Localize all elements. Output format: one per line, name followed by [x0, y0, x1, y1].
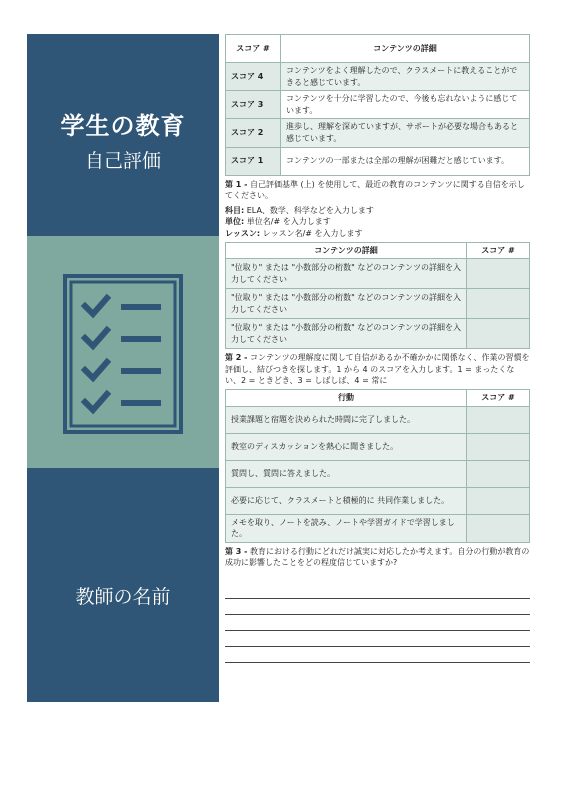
subject-field[interactable]: ELA、数学、科学などを入力します: [246, 205, 374, 215]
step3-label: 第 3 -: [225, 546, 248, 556]
step3-text: 教育における行動にどれだけ誠実に対応したか考えます。自分の行動が教育の成功に影響したことをどの程度信じていますか?: [225, 546, 530, 568]
content-score-field[interactable]: [467, 289, 530, 319]
behavior-score-field[interactable]: [467, 406, 530, 433]
rubric-desc: コンテンツをよく理解したので、クラスメートに教えることができると感じています。: [281, 63, 530, 91]
table-row: [226, 289, 530, 319]
main-content: [225, 34, 530, 663]
behavior-score-field[interactable]: [467, 487, 530, 514]
rubric-score: スコア 4: [226, 63, 281, 91]
table-row: [226, 487, 530, 514]
content-table: [225, 242, 530, 350]
step3-instructions: [225, 546, 530, 569]
answer-line[interactable]: [225, 631, 530, 647]
rubric-score: スコア 3: [226, 91, 281, 119]
answer-line[interactable]: [225, 647, 530, 663]
table-row: [226, 514, 530, 542]
lesson-label: レッスン:: [225, 228, 261, 238]
table-row: [226, 119, 530, 147]
answer-lines[interactable]: [225, 583, 530, 663]
table-row: [226, 259, 530, 289]
behavior-item: 教室のディスカッションを熱心に聞きました。: [226, 433, 467, 460]
content-detail-field[interactable]: "位取り" または "小数部分の桁数" などのコンテンツの詳細を入力してください: [226, 259, 467, 289]
page-subtitle: 自己評価: [84, 150, 161, 172]
content-score-field[interactable]: [467, 259, 530, 289]
content-score-field[interactable]: [467, 319, 530, 349]
behavior-item: 必要に応じて、クラスメートと積極的に 共同作業しました。: [226, 487, 467, 514]
content-header-score: スコア #: [467, 242, 530, 259]
page-title: 学生の教育: [60, 112, 186, 140]
rubric-score: スコア 2: [226, 119, 281, 147]
table-row: [226, 63, 530, 91]
behavior-item: 質問し、質問に答えました。: [226, 460, 467, 487]
answer-line[interactable]: [225, 615, 530, 631]
step1-text: 自己評価基準 (上) を使用して、最近の教育のコンテンツに関する自信を示してください。: [225, 179, 525, 201]
subject-line: [225, 205, 530, 217]
lesson-field[interactable]: レッスン名/# を入力します: [262, 228, 363, 238]
behavior-header-action: 行動: [226, 389, 467, 406]
rubric-header-desc: コンテンツの詳細: [281, 35, 530, 63]
rubric-desc: コンテンツを十分に学習したので、今後も忘れないように感じています。: [281, 91, 530, 119]
rubric-score: スコア 1: [226, 147, 281, 175]
rubric-desc: 進歩し、理解を深めていますが、サポートが必要な場合もあると感じています。: [281, 119, 530, 147]
rubric-desc: コンテンツの一部または全部の理解が困難だと感じています。: [281, 147, 530, 175]
unit-field[interactable]: 単位名/# を入力します: [246, 217, 331, 227]
lesson-line: [225, 228, 530, 240]
table-row: [226, 91, 530, 119]
subject-label: 科目:: [225, 205, 245, 215]
behavior-score-field[interactable]: [467, 514, 530, 542]
answer-line[interactable]: [225, 599, 530, 615]
content-detail-field[interactable]: "位取り" または "小数部分の桁数" などのコンテンツの詳細を入力してください: [226, 319, 467, 349]
content-detail-field[interactable]: "位取り" または "小数部分の桁数" などのコンテンツの詳細を入力してください: [226, 289, 467, 319]
behavior-score-field[interactable]: [467, 433, 530, 460]
table-row: [226, 433, 530, 460]
teacher-panel: [27, 468, 219, 702]
step2-label: 第 2 -: [225, 353, 248, 363]
checklist-icon: [63, 274, 183, 434]
illustration-panel: [27, 236, 219, 468]
behavior-item: メモを取り、ノートを読み、ノートや学習ガイドで学習しました。: [226, 514, 467, 542]
table-row: [226, 147, 530, 175]
behavior-score-field[interactable]: [467, 460, 530, 487]
behavior-table: [225, 389, 530, 543]
step2-instructions: [225, 352, 530, 387]
unit-line: [225, 216, 530, 228]
table-row: [226, 460, 530, 487]
rubric-table: [225, 34, 530, 176]
title-panel: [27, 34, 219, 236]
table-row: [226, 319, 530, 349]
step2-text: コンテンツの理解度に関して自信があるか不確かかに関係なく、作業の習慣を評価し、結びつきを探します。1 から 4 のスコアを入力します。1 = まったくない、2 = ときどき、3 = しばしば、4 = 常に: [225, 353, 530, 386]
content-header-desc: コンテンツの詳細: [226, 242, 467, 259]
answer-line[interactable]: [225, 583, 530, 599]
teacher-name[interactable]: 教師の名前: [75, 586, 171, 608]
step1-instructions: [225, 179, 530, 202]
unit-label: 単位:: [225, 217, 245, 227]
step1-label: 第 1 -: [225, 179, 248, 189]
table-row: [226, 406, 530, 433]
rubric-header-score: スコア #: [226, 35, 281, 63]
behavior-header-score: スコア #: [467, 389, 530, 406]
behavior-item: 授業課題と宿題を決められた時間に完了しました。: [226, 406, 467, 433]
